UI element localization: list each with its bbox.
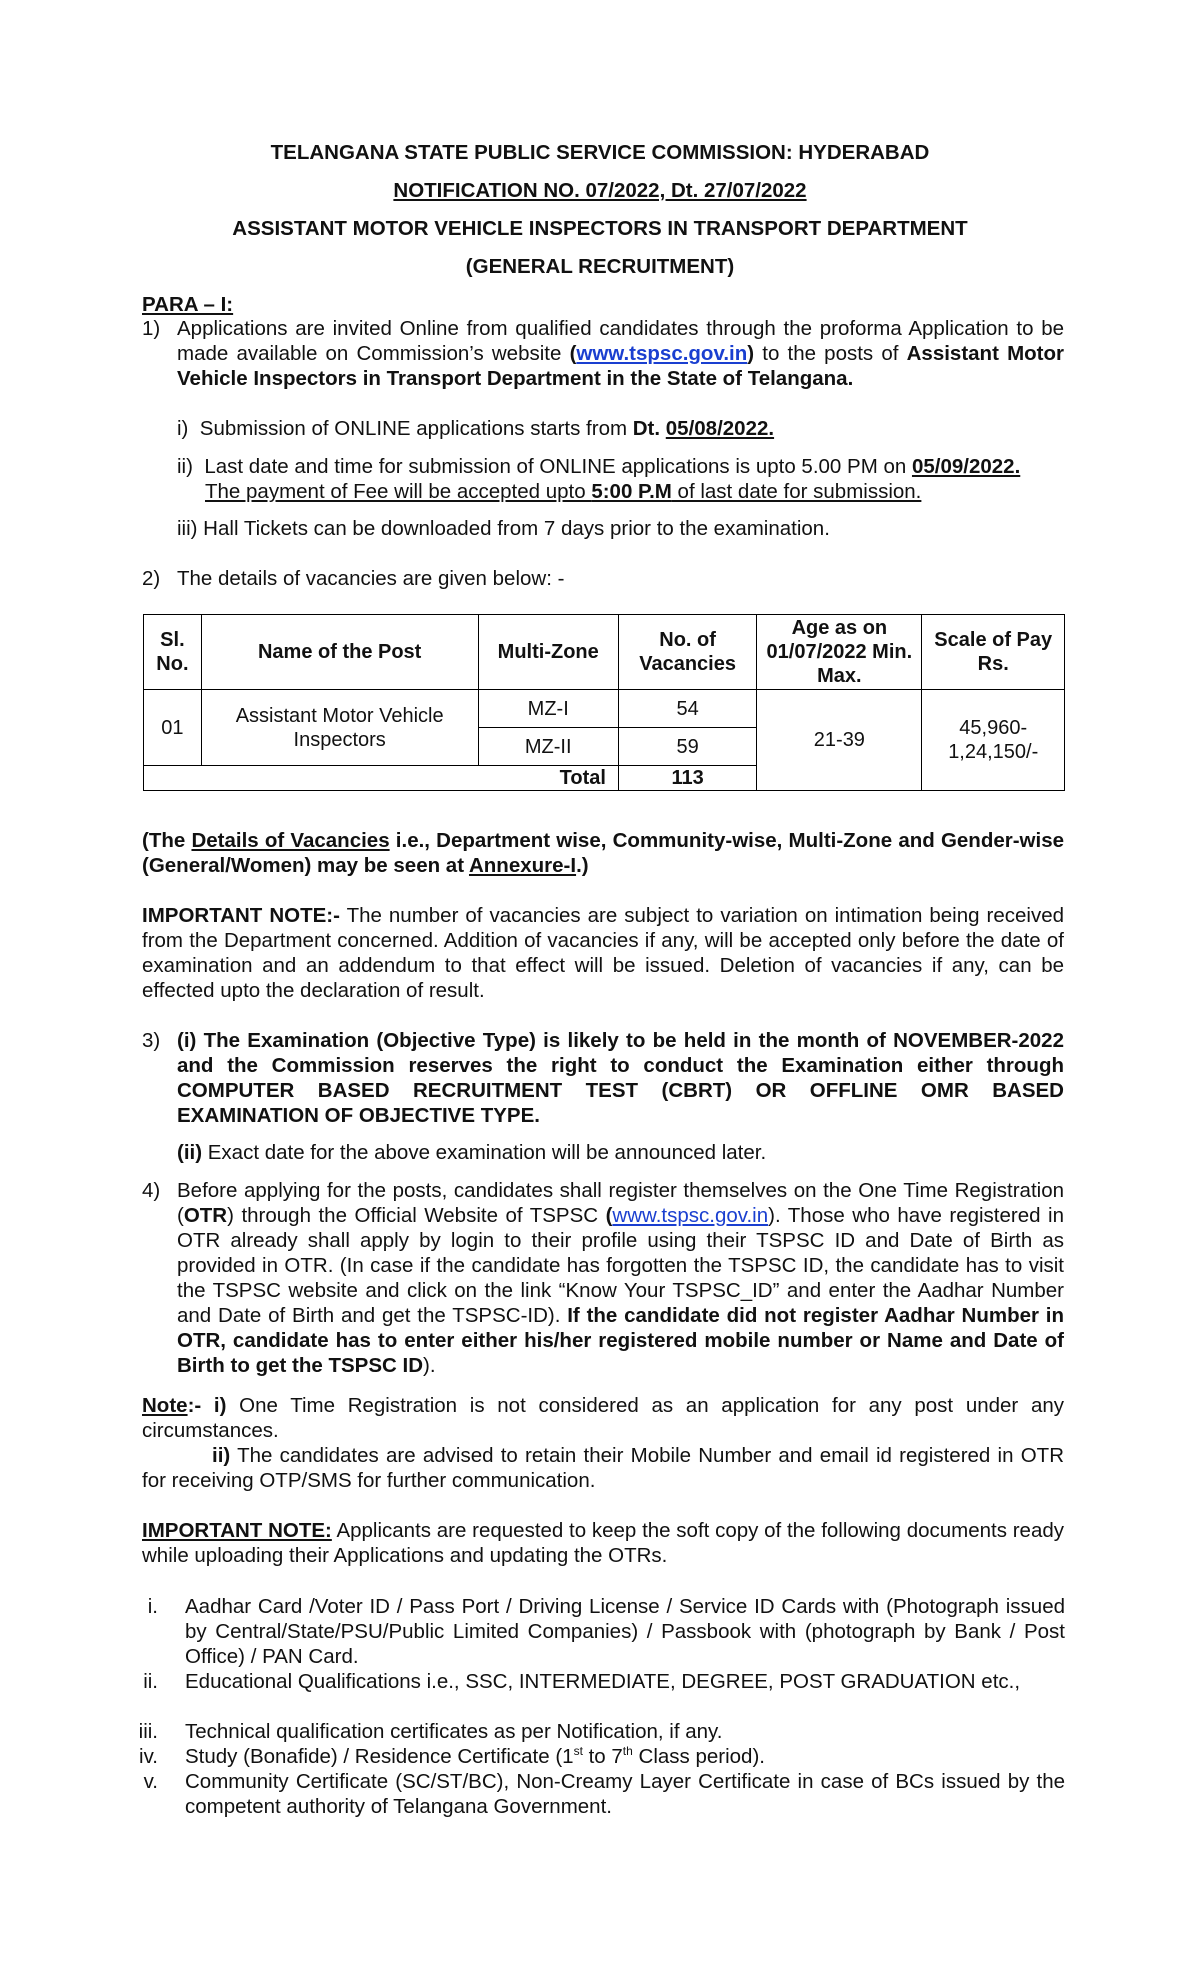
recruitment-type: (GENERAL RECRUITMENT)	[465, 255, 735, 278]
para2-text: The details of vacancies are given below: -	[177, 567, 565, 590]
cell-pay-scale: 45,960- 1,24,150/-	[922, 690, 1065, 791]
header-multi-zone: Multi-Zone	[478, 615, 618, 690]
para3-number: 3)	[142, 1029, 161, 1052]
doc-item: Aadhar Card /Voter ID / Pass Port / Driving License / Service ID Cards with (Photograph issued by Central/State/PSU/Public Limited Companies) / Passbook with (photograph by Bank / Post Office) / PAN Card.	[185, 1595, 1065, 1668]
vacancy-details-note: (The Details of Vacancies i.e., Department wise, Community-wise, Multi-Zone and Gender-wise (General/Women) may be seen at Annexure-I.)	[142, 829, 1065, 877]
cell-post-name: Assistant Motor Vehicle Inspectors	[201, 690, 478, 766]
para2-number: 2)	[142, 567, 161, 590]
header-pay-scale: Scale of Pay Rs.	[922, 615, 1065, 690]
doc-number: v.	[143, 1770, 158, 1793]
commission-title: TELANGANA STATE PUBLIC SERVICE COMMISSION: HYDERABAD	[270, 141, 930, 164]
table-row	[144, 690, 1065, 728]
doc-item: Study (Bonafide) / Residence Certificate (1st to 7th Class period).	[185, 1744, 765, 1768]
header-sl-no: Sl. No.	[144, 615, 202, 690]
header-vacancies: No. of Vacancies	[618, 615, 756, 690]
cell-vacancies: 59	[618, 728, 756, 766]
para3-exam-text: (i) The Examination (Objective Type) is likely to be held in the month of NOVEMBER-2022 and the Commission reserves the right to conduct the Examination either through COMPUTER BASED RECRUITMENT TEST (CBRT) OR OFFLINE OMR BASED EXAMINATION OF OBJECTIVE TYPE.	[177, 1029, 1064, 1127]
doc-number: iii.	[138, 1720, 158, 1743]
cell-sl-no: 01	[144, 690, 202, 766]
notification-number: NOTIFICATION NO. 07/2022, Dt. 27/07/2022	[393, 179, 807, 202]
doc-item: Community Certificate (SC/ST/BC), Non-Creamy Layer Certificate in case of BCs issued by the competent authority of Telangana Government.	[185, 1770, 1065, 1818]
doc-number: i.	[147, 1595, 158, 1618]
para1-item-iii: iii) Hall Tickets can be downloaded from 7 days prior to the examination.	[177, 517, 830, 540]
para1-item-ii: ii) Last date and time for submission of ONLINE applications is upto 5.00 PM on 05/09/2022.	[177, 455, 1021, 478]
cell-age: 21-39	[757, 690, 922, 791]
doc-number: ii.	[143, 1670, 158, 1693]
vacancy-table	[143, 614, 1065, 791]
note-otr: Note:- i) One Time Registration is not considered as an application for any post under any circumstances. ii) The candidates are advised to retain their Mobile Number and email id registered in OTR for receiving OTP/SMS for further communication.	[142, 1394, 1064, 1492]
para1-item-i: i) Submission of ONLINE applications starts from Dt. 05/08/2022.	[177, 417, 775, 440]
para4-number: 4)	[142, 1179, 161, 1202]
para1-text: Applications are invited Online from qualified candidates through the proforma Application to be made available on Commission’s website (www.tspsc.gov.in) to the posts of Assistant Motor Vehicle Inspectors in Transport Department in the State of Telangana.	[177, 317, 1064, 390]
para1-number: 1)	[142, 317, 161, 340]
cell-total-value: 113	[618, 766, 756, 791]
fee-note: The payment of Fee will be accepted upto 5:00 P.M of last date for submission.	[205, 480, 922, 503]
important-note-2: IMPORTANT NOTE: Applicants are requested to keep the soft copy of the following documents ready while uploading their Applications and updating the OTRs.	[142, 1519, 1064, 1567]
important-note-1: IMPORTANT NOTE:- The number of vacancies are subject to variation on intimation being received from the Department concerned. Addition of vacancies if any, will be accepted only before the date of examination and an addendum to that effect will be issued. Deletion of vacancies if any, can be effected upto the declaration of result.	[142, 904, 1064, 1002]
cell-zone: MZ-II	[478, 728, 618, 766]
para3-item-ii: (ii) Exact date for the above examination will be announced later.	[177, 1141, 767, 1164]
doc-item: Educational Qualifications i.e., SSC, INTERMEDIATE, DEGREE, POST GRADUATION etc.,	[185, 1670, 1021, 1693]
header-post-name: Name of the Post	[201, 615, 478, 690]
table-header-row	[144, 615, 1065, 690]
cell-zone: MZ-I	[478, 690, 618, 728]
website-link[interactable]: www.tspsc.gov.in	[576, 342, 748, 365]
doc-item: Technical qualification certificates as per Notification, if any.	[185, 1720, 723, 1743]
doc-number: iv.	[139, 1745, 158, 1768]
cell-vacancies: 54	[618, 690, 756, 728]
header-age: Age as on 01/07/2022 Min. Max.	[757, 615, 922, 690]
otr-website-link[interactable]: www.tspsc.gov.in	[612, 1204, 769, 1227]
para-title: PARA – I:	[142, 293, 234, 316]
cell-total-label: Total	[144, 766, 619, 791]
posts-title: ASSISTANT MOTOR VEHICLE INSPECTORS IN TRANSPORT DEPARTMENT	[232, 217, 968, 240]
para4-text: Before applying for the posts, candidates shall register themselves on the One Time Registration (OTR) through the Official Website of TSPSC (www.tspsc.gov.in). Those who have registered in OTR already shall apply by login to their profile using their TSPSC ID and Date of Birth as provided in OTR. (In case if the candidate has forgotten the TSPSC ID, the candidate has to visit the TSPSC website and click on the link “Know Your TSPSC_ID” and enter the Aadhar Number and Date of Birth and get the TSPSC-ID). If the candidate did not register Aadhar Number in OTR, candidate has to enter either his/her registered mobile number or Name and Date of Birth to get the TSPSC ID).	[177, 1179, 1065, 1377]
